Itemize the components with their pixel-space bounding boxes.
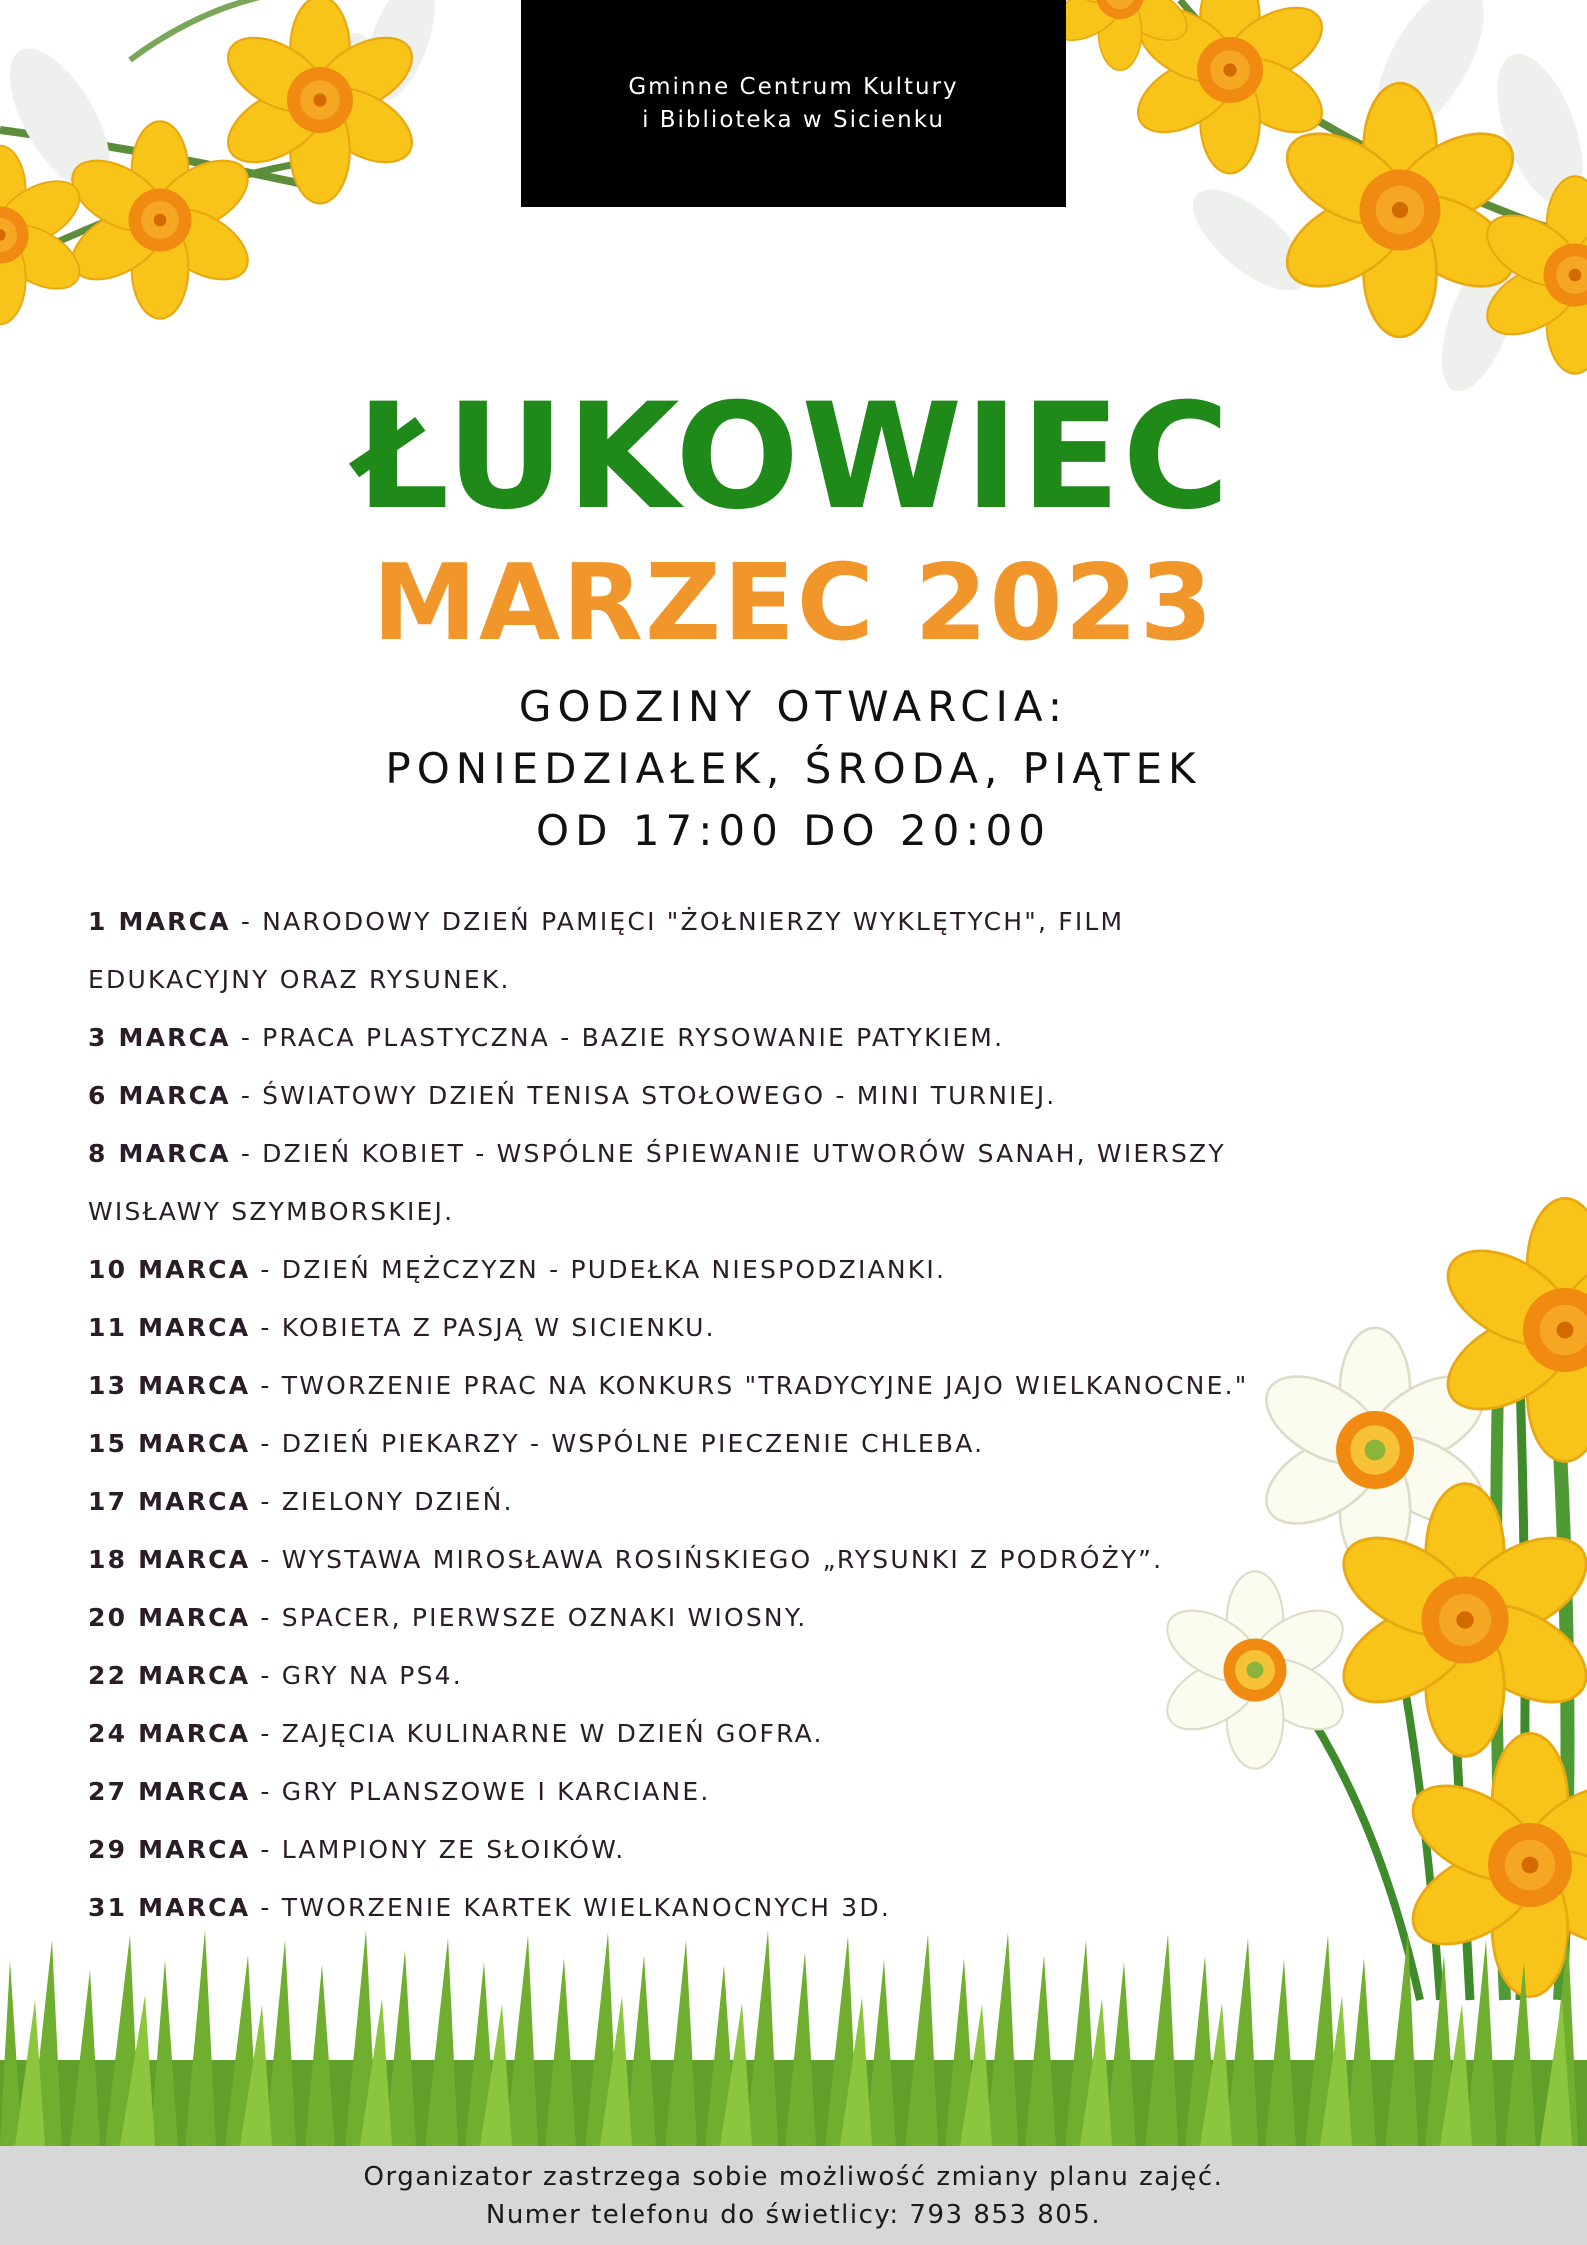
daffodils-top-right bbox=[1044, 0, 1587, 401]
event-text: - ZAJĘCIA KULINARNE W DZIEŃ GOFRA. bbox=[250, 1719, 824, 1748]
opening-hours-heading: GODZINY OTWARCIA: bbox=[518, 682, 1069, 731]
event-date: 11 MARCA bbox=[88, 1313, 251, 1342]
event-item bbox=[88, 1067, 1428, 1125]
event-text: - DZIEŃ PIEKARZY - WSPÓLNE PIECZENIE CHLEBA. bbox=[250, 1429, 985, 1458]
event-date: 27 MARCA bbox=[88, 1777, 251, 1806]
footer-disclaimer: Organizator zastrzega sobie możliwość zmiany planu zajęć. bbox=[363, 2161, 1224, 2192]
organizer-line-2: i Biblioteka w Sicienku bbox=[642, 106, 945, 133]
event-text: - ZIELONY DZIEŃ. bbox=[250, 1487, 514, 1516]
event-item-continuation: WISŁAWY SZYMBORSKIEJ. bbox=[88, 1197, 455, 1226]
footer-phone: Numer telefonu do świetlicy: 793 853 805. bbox=[485, 2199, 1102, 2230]
event-date: 31 MARCA bbox=[88, 1893, 251, 1922]
opening-hours-days: PONIEDZIAŁEK, ŚRODA, PIĄTEK bbox=[385, 744, 1202, 793]
event-item bbox=[88, 1763, 1428, 1821]
event-date: 1 MARCA bbox=[88, 907, 231, 936]
event-item bbox=[88, 893, 1428, 951]
event-text: - TWORZENIE PRAC NA KONKURS "TRADYCYJNE JAJO WIELKANOCNE." bbox=[250, 1371, 1249, 1400]
organizer-line-1: Gminne Centrum Kultury bbox=[628, 73, 959, 100]
page-title: ŁUKOWIEC bbox=[355, 372, 1232, 542]
event-text: - SPACER, PIERWSZE OZNAKI WIOSNY. bbox=[250, 1603, 808, 1632]
event-date: 29 MARCA bbox=[88, 1835, 251, 1864]
daffodils-top-left bbox=[0, 0, 449, 324]
event-item bbox=[88, 1125, 1428, 1183]
event-date: 24 MARCA bbox=[88, 1719, 251, 1748]
event-date: 10 MARCA bbox=[88, 1255, 251, 1284]
event-text: - KOBIETA Z PASJĄ W SICIENKU. bbox=[250, 1313, 716, 1342]
event-item bbox=[88, 1647, 1428, 1705]
event-item bbox=[88, 1009, 1428, 1067]
event-item bbox=[88, 1357, 1428, 1415]
event-item bbox=[88, 1415, 1428, 1473]
organizer-box bbox=[521, 0, 1066, 207]
event-text: - DZIEŃ MĘŻCZYZN - PUDEŁKA NIESPODZIANKI. bbox=[250, 1255, 947, 1284]
grass bbox=[0, 1930, 1587, 2146]
opening-hours-time: OD 17:00 DO 20:00 bbox=[536, 806, 1051, 855]
event-list bbox=[88, 893, 1428, 1937]
event-text: - WYSTAWA MIROSŁAWA ROSIŃSKIEGO „RYSUNKI Z PODRÓŻY”. bbox=[250, 1545, 1164, 1574]
event-date: 17 MARCA bbox=[88, 1487, 251, 1516]
footer-notice bbox=[0, 2146, 1587, 2245]
event-item bbox=[88, 1531, 1428, 1589]
event-text: - TWORZENIE KARTEK WIELKANOCNYCH 3D. bbox=[250, 1893, 891, 1922]
event-date: 15 MARCA bbox=[88, 1429, 251, 1458]
event-item bbox=[88, 1299, 1428, 1357]
event-item bbox=[88, 1589, 1428, 1647]
page-subtitle: MARZEC 2023 bbox=[372, 542, 1215, 664]
event-item bbox=[88, 1879, 1428, 1937]
event-item bbox=[88, 1705, 1428, 1763]
event-text: - GRY NA PS4. bbox=[250, 1661, 463, 1690]
event-date: 13 MARCA bbox=[88, 1371, 251, 1400]
event-text: - NARODOWY DZIEŃ PAMIĘCI "ŻOŁNIERZY WYKLĘTYCH", FILM bbox=[230, 907, 1125, 936]
event-date: 22 MARCA bbox=[88, 1661, 251, 1690]
event-date: 18 MARCA bbox=[88, 1545, 251, 1574]
event-date: 6 MARCA bbox=[88, 1081, 231, 1110]
event-text: - ŚWIATOWY DZIEŃ TENISA STOŁOWEGO - MINI TURNIEJ. bbox=[230, 1081, 1057, 1110]
event-date: 3 MARCA bbox=[88, 1023, 231, 1052]
event-date: 20 MARCA bbox=[88, 1603, 251, 1632]
event-text: - DZIEŃ KOBIET - WSPÓLNE ŚPIEWANIE UTWORÓW SANAH, WIERSZY bbox=[230, 1139, 1226, 1168]
event-date: 8 MARCA bbox=[88, 1139, 231, 1168]
event-text: - LAMPIONY ZE SŁOIKÓW. bbox=[250, 1835, 626, 1864]
opening-hours bbox=[0, 676, 1587, 862]
event-item bbox=[88, 1473, 1428, 1531]
event-text: - PRACA PLASTYCZNA - BAZIE RYSOWANIE PATYKIEM. bbox=[230, 1023, 1005, 1052]
event-text: - GRY PLANSZOWE I KARCIANE. bbox=[250, 1777, 711, 1806]
event-item bbox=[88, 1821, 1428, 1879]
event-item-continuation: EDUKACYJNY ORAZ RYSUNEK. bbox=[88, 965, 511, 994]
event-item bbox=[88, 1241, 1428, 1299]
